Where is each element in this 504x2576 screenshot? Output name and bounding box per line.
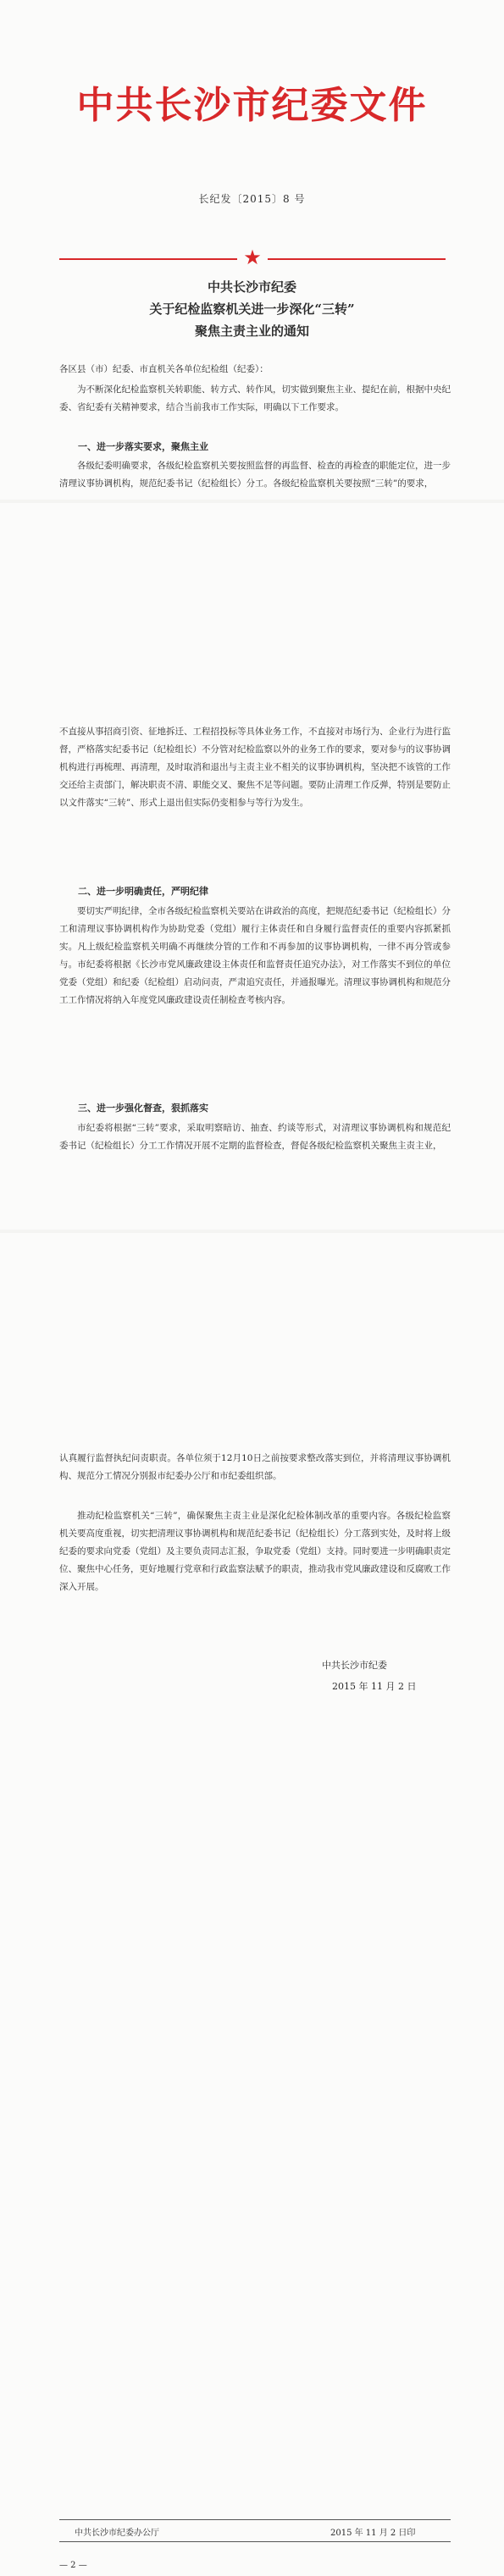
section2-paragraph: 要切实严明纪律，全市各级纪检监察机关要站在讲政治的高度，把规范纪委书记（纪检组长）分工和清理议事协调机构作为协助党委（党组）履行主体责任和自身履行监督责任的重要内容抓紧抓实。凡上级纪检监察机关明确不再继续分管的工作和不再参加的议事协调机构，一律不再分管或参与。市纪委将根据《长沙市党风廉政建设主体责任和监督责任追究办法》，对工作落实不到位的单位党委（党组）和纪委（纪检组）启动问责，严肃追究责任，并通报曝光。清理议事协调机构和规范分工工作情况将纳入年度党风廉政建设责任制检查考核内容。 [59, 906, 451, 1005]
page-number: — 2 — [59, 2561, 87, 2570]
footer-rule-top [59, 2519, 451, 2520]
section1-paragraph-part2: 不直接从事招商引资、征地拆迁、工程招投标等具体业务工作，不直接对市场行为、企业行为进行监督，严格落实纪委书记（纪检组长）不分管对纪检监察以外的业务工作的要求，要对参与的议事协调机构进行再梳理、再清理，及时取消和退出与主责主业不相关的议事协调机构，坚决把不该管的工作交还给主责部门，解决职责不清、职能交叉、聚焦不足等问题。要防止清理工作反弹，特别是要防止以文件落实“三转”、形式上退出但实际仍变相参与等行为发生。 [59, 727, 451, 808]
intro-paragraph: 为不断深化纪检监察机关转职能、转方式、转作风，切实做到聚焦主业、提纪在前，根据中央纪委、省纪委有关精神要求，结合当前我市工作实际，明确以下工作要求。 [59, 384, 451, 412]
signature-date: 2015 年 11 月 2 日 [332, 1681, 417, 1692]
notice-title-line2: 聚焦主责主业的通知 [194, 323, 309, 339]
closing-paragraph: 推动纪检监察机关“三转”，确保聚焦主责主业是深化纪检体制改革的重要内容。各级纪检监察机关要高度重视，切实把清理议事协调机构和规范纪委书记（纪检组长）分工落到实处，及时将上级纪委的要求向党委（党组）及主要负责同志汇报，争取党委（党组）支持。同时要进一步明确职责定位、聚焦中心任务，更好地履行党章和行政监察法赋予的职责，推动我市党风廉政建设和反腐败工作深入开展。 [59, 1511, 451, 1592]
footer-print-date: 2015 年 11 月 2 日印 [330, 2529, 416, 2538]
signature-org: 中共长沙市纪委 [322, 1660, 387, 1671]
addressee: 各区县（市）纪委、市直机关各单位纪检组（纪委）： [59, 364, 269, 374]
notice-title-line1: 关于纪检监察机关进一步深化“三转” [149, 301, 355, 317]
red-star-icon: ★ [243, 246, 262, 269]
document-number: 长纪发〔2015〕8 号 [198, 193, 306, 205]
red-divider-right [268, 258, 446, 260]
red-divider-left [59, 258, 237, 260]
section1-heading: 一、进一步落实要求，聚焦主业 [78, 441, 208, 452]
document-page-3 [0, 1233, 504, 2576]
footer-rule-bottom [59, 2541, 451, 2542]
section3-paragraph-part1: 市纪委将根据“三转”要求，采取明察暗访、抽查、约谈等形式，对清理议事协调机构和规范纪委书记（纪检组长）分工工作情况开展不定期的监督检查，督促各级纪检监察机关聚焦主责主业， [59, 1123, 451, 1151]
notice-org-line: 中共长沙市纪委 [207, 279, 296, 295]
section3-paragraph-part2: 认真履行监督执纪问责职责。各单位须于12月10日之前按要求整改落实到位，并将清理议事协调机构、规范分工情况分别报市纪委办公厅和市纪委组织部。 [59, 1453, 451, 1481]
section1-paragraph-part1: 各级纪委明确要求，各级纪检监察机关要按照监督的再监督、检查的再检查的职能定位，进一步清理议事协调机构，规范纪委书记（纪检组长）分工。各级纪检监察机关要按照“三转”的要求， [59, 461, 451, 489]
section2-heading: 二、进一步明确责任，严明纪律 [78, 886, 208, 897]
section3-heading: 三、进一步强化督查，狠抓落实 [78, 1103, 208, 1114]
document-header-title: 中共长沙市纪委文件 [76, 84, 428, 127]
footer-office: 中共长沙市纪委办公厅 [75, 2529, 159, 2538]
document-page-2 [0, 503, 504, 1230]
document-page-1 [0, 0, 504, 500]
